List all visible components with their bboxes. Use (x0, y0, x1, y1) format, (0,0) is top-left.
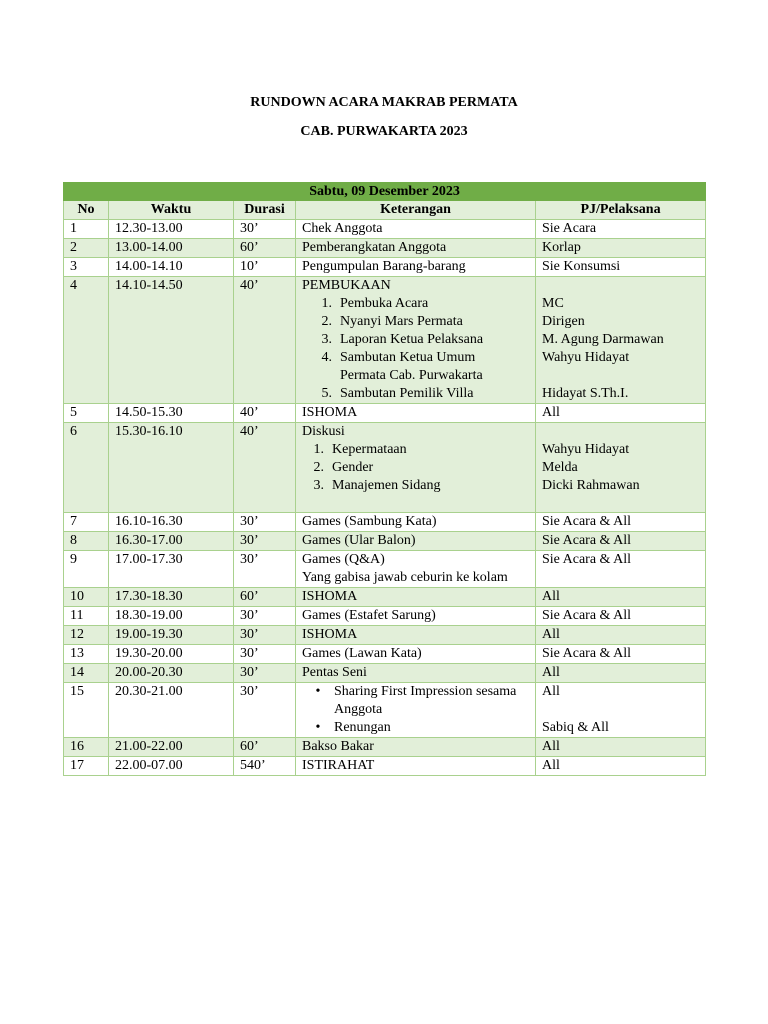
header-keterangan: Keterangan (296, 201, 536, 220)
row-no: 6 (64, 423, 109, 513)
table-row (64, 423, 706, 513)
row-waktu: 15.30-16.10 (109, 423, 234, 513)
row-keterangan: Bakso Bakar (296, 738, 536, 757)
row-pj: Sie Acara & All (536, 607, 706, 626)
row-waktu: 14.50-15.30 (109, 404, 234, 423)
list-number: 3. (321, 332, 332, 347)
list-item (302, 441, 529, 459)
section-title: PEMBUKAAN (302, 278, 391, 293)
list-text: Manajemen Sidang (332, 478, 441, 493)
row-durasi: 10’ (234, 258, 296, 277)
list-item (302, 313, 529, 331)
row-waktu: 22.00-07.00 (109, 757, 234, 776)
table-row (64, 607, 706, 626)
row-no: 7 (64, 513, 109, 532)
row-no: 15 (64, 683, 109, 738)
row-pj (536, 683, 706, 738)
row-waktu: 17.00-17.30 (109, 551, 234, 588)
row-pj: Sie Acara & All (536, 551, 706, 588)
row-waktu: 13.00-14.00 (109, 239, 234, 258)
row-keterangan: ISHOMA (296, 626, 536, 645)
row-no: 4 (64, 277, 109, 404)
header-waktu: Waktu (109, 201, 234, 220)
list-item (302, 331, 529, 349)
document-title: RUNDOWN ACARA MAKRAB PERMATA (250, 95, 518, 110)
row-no: 2 (64, 239, 109, 258)
table-row (64, 664, 706, 683)
list-item (302, 459, 529, 477)
row-keterangan: Games (Sambung Kata) (296, 513, 536, 532)
row-waktu: 20.30-21.00 (109, 683, 234, 738)
row-pj: Sie Acara & All (536, 532, 706, 551)
list-text: Pembuka Acara (340, 296, 429, 311)
section-title: Diskusi (302, 424, 345, 439)
pj-item: Dicki Rahmawan (542, 478, 640, 493)
row-durasi: 30’ (234, 513, 296, 532)
day-header-row (64, 183, 706, 201)
list-item (302, 295, 529, 313)
document-subtitle: CAB. PURWAKARTA 2023 (300, 124, 468, 139)
row-durasi: 60’ (234, 239, 296, 258)
table-row (64, 738, 706, 757)
row-no: 16 (64, 738, 109, 757)
list-number: 1. (313, 442, 324, 457)
row-durasi: 60’ (234, 738, 296, 757)
row-pj: All (536, 588, 706, 607)
keterangan-note: Yang gabisa jawab ceburin ke kolam (302, 570, 508, 585)
table-row (64, 404, 706, 423)
row-waktu: 17.30-18.30 (109, 588, 234, 607)
row-no: 8 (64, 532, 109, 551)
row-durasi: 30’ (234, 683, 296, 738)
bullet-item (302, 683, 529, 701)
row-waktu: 19.00-19.30 (109, 626, 234, 645)
pj-item: Melda (542, 460, 578, 475)
row-durasi: 60’ (234, 588, 296, 607)
row-durasi: 30’ (234, 220, 296, 239)
row-pj (536, 277, 706, 404)
row-waktu: 20.00-20.30 (109, 664, 234, 683)
list-number: 5. (321, 386, 332, 401)
row-waktu: 19.30-20.00 (109, 645, 234, 664)
row-durasi: 30’ (234, 645, 296, 664)
table-row (64, 626, 706, 645)
list-text: Nyanyi Mars Permata (340, 314, 463, 329)
pj-item: Dirigen (542, 314, 585, 329)
table-row (64, 588, 706, 607)
row-keterangan: ISHOMA (296, 588, 536, 607)
row-no: 3 (64, 258, 109, 277)
day-label: Sabtu, 09 Desember 2023 (64, 183, 706, 201)
row-waktu: 18.30-19.00 (109, 607, 234, 626)
row-pj: All (536, 404, 706, 423)
table-row (64, 645, 706, 664)
row-durasi: 30’ (234, 607, 296, 626)
pj-item: Wahyu Hidayat (542, 442, 630, 457)
row-keterangan: Chek Anggota (296, 220, 536, 239)
pj-item: Sabiq & All (542, 720, 609, 735)
row-pj: All (536, 757, 706, 776)
row-pj: All (536, 738, 706, 757)
list-item (302, 349, 529, 367)
row-keterangan: ISTIRAHAT (296, 757, 536, 776)
header-durasi: Durasi (234, 201, 296, 220)
row-keterangan: Games (Estafet Sarung) (296, 607, 536, 626)
row-keterangan: ISHOMA (296, 404, 536, 423)
row-durasi: 40’ (234, 277, 296, 404)
column-header-row (64, 201, 706, 220)
row-keterangan: Pengumpulan Barang-barang (296, 258, 536, 277)
list-item (302, 385, 529, 403)
bullet-item (302, 719, 529, 737)
row-no: 13 (64, 645, 109, 664)
row-pj: Korlap (536, 239, 706, 258)
row-durasi: 30’ (234, 532, 296, 551)
header-pj: PJ/Pelaksana (536, 201, 706, 220)
bullet-text: Renungan (334, 720, 391, 735)
table-row (64, 757, 706, 776)
bullet-icon: • (315, 684, 321, 699)
table-row (64, 532, 706, 551)
row-waktu: 12.30-13.00 (109, 220, 234, 239)
bullet-icon: • (315, 720, 321, 735)
row-keterangan: Pemberangkatan Anggota (296, 239, 536, 258)
row-keterangan (296, 277, 536, 404)
list-item (302, 477, 529, 495)
list-item-continuation: Permata Cab. Purwakarta (340, 368, 483, 383)
row-no: 11 (64, 607, 109, 626)
row-no: 12 (64, 626, 109, 645)
row-waktu: 14.00-14.10 (109, 258, 234, 277)
pj-item: All (542, 684, 560, 699)
table-row (64, 220, 706, 239)
table-row (64, 277, 706, 404)
list-text: Sambutan Pemilik Villa (340, 386, 474, 401)
list-text: Sambutan Ketua Umum (340, 350, 476, 365)
pj-item: M. Agung Darmawan (542, 332, 664, 347)
row-durasi: 40’ (234, 404, 296, 423)
rundown-table (63, 182, 706, 776)
row-pj: Sie Konsumsi (536, 258, 706, 277)
row-keterangan (296, 683, 536, 738)
table-row (64, 239, 706, 258)
row-waktu: 21.00-22.00 (109, 738, 234, 757)
row-waktu: 16.10-16.30 (109, 513, 234, 532)
row-keterangan: Pentas Seni (296, 664, 536, 683)
row-keterangan: Games (Lawan Kata) (296, 645, 536, 664)
row-no: 1 (64, 220, 109, 239)
header-no: No (64, 201, 109, 220)
pj-item: Wahyu Hidayat (542, 350, 630, 365)
list-text: Laporan Ketua Pelaksana (340, 332, 484, 347)
list-number: 2. (321, 314, 332, 329)
table-row (64, 513, 706, 532)
row-durasi: 30’ (234, 551, 296, 588)
table-row (64, 551, 706, 588)
row-pj: Sie Acara (536, 220, 706, 239)
row-waktu: 16.30-17.00 (109, 532, 234, 551)
bullet-text: Sharing First Impression sesama (334, 684, 517, 699)
keterangan-line: Games (Q&A) (302, 552, 385, 567)
row-no: 10 (64, 588, 109, 607)
row-durasi: 30’ (234, 664, 296, 683)
row-no: 5 (64, 404, 109, 423)
list-number: 1. (321, 296, 332, 311)
row-waktu: 14.10-14.50 (109, 277, 234, 404)
row-no: 17 (64, 757, 109, 776)
bullet-continuation: Anggota (334, 702, 383, 717)
row-keterangan (296, 423, 536, 513)
table-row (64, 258, 706, 277)
row-no: 9 (64, 551, 109, 588)
row-durasi: 40’ (234, 423, 296, 513)
table-row (64, 683, 706, 738)
list-text: Kepermataan (332, 442, 407, 457)
list-text: Gender (332, 460, 374, 475)
list-number: 2. (313, 460, 324, 475)
row-pj: Sie Acara & All (536, 513, 706, 532)
row-keterangan: Games (Ular Balon) (296, 532, 536, 551)
row-pj: All (536, 626, 706, 645)
row-no: 14 (64, 664, 109, 683)
row-durasi: 540’ (234, 757, 296, 776)
row-pj (536, 423, 706, 513)
row-pj: Sie Acara & All (536, 645, 706, 664)
row-keterangan (296, 551, 536, 588)
row-pj: All (536, 664, 706, 683)
row-durasi: 30’ (234, 626, 296, 645)
list-number: 4. (321, 350, 332, 365)
list-number: 3. (313, 478, 324, 493)
pj-item: MC (542, 296, 564, 311)
pj-item: Hidayat S.Th.I. (542, 386, 629, 401)
